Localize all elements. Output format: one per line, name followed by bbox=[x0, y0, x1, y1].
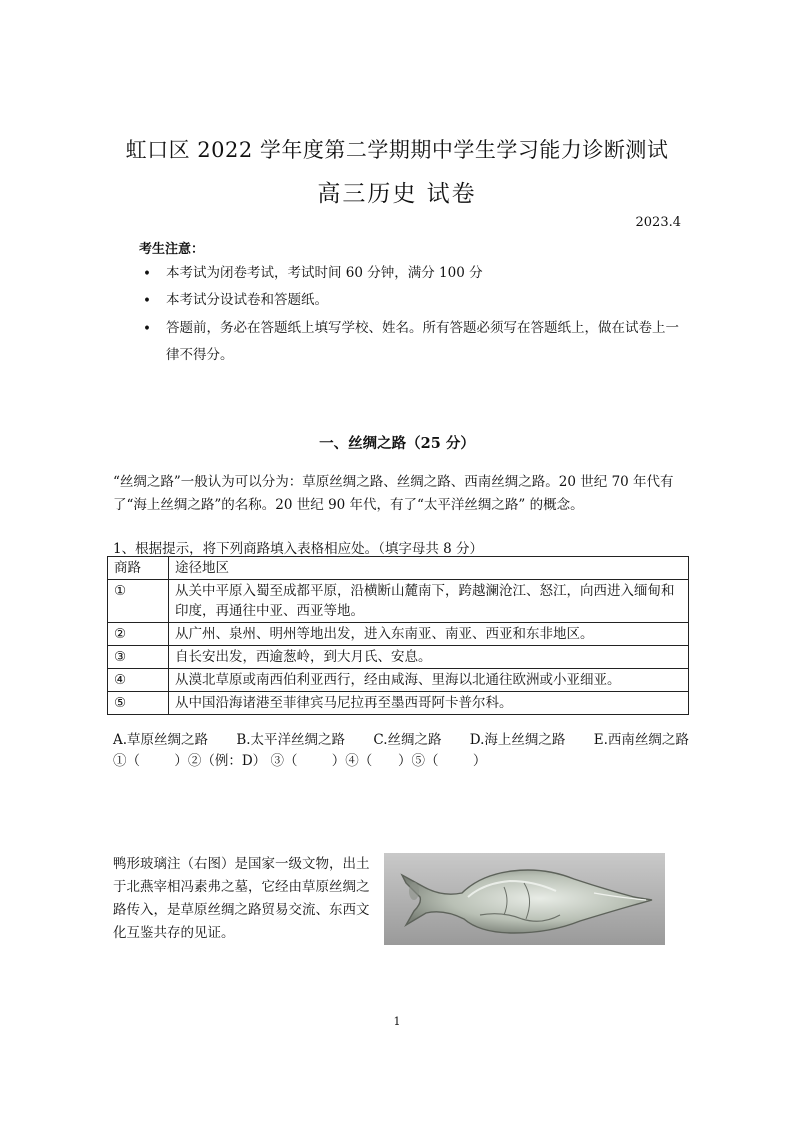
table-cell: 从中国沿海诸港至菲律宾马尼拉再至墨西哥阿卡普尔科。 bbox=[169, 692, 689, 715]
table-cell: 从漠北草原或南西伯利亚西行，经由咸海、里海以北通往欧洲或小亚细亚。 bbox=[169, 669, 689, 692]
notice-item: 答题前，务必在答题纸上填写学校、姓名。所有答题必须写在答题纸上，做在试卷上一律不得分。 bbox=[166, 320, 679, 363]
table-header-row bbox=[108, 557, 689, 580]
table-cell: ② bbox=[108, 623, 169, 646]
table-row bbox=[108, 669, 689, 692]
option-d: D.海上丝绸之路 bbox=[469, 732, 566, 748]
option-c: C.丝绸之路 bbox=[373, 732, 442, 748]
page-number: 1 bbox=[393, 1015, 401, 1028]
table-header-cell: 商路 bbox=[108, 557, 169, 580]
table-row bbox=[108, 623, 689, 646]
exam-title: 虹口区 2022 学年度第二学期期中学生学习能力诊断测试 bbox=[125, 138, 669, 162]
bullet-icon: • bbox=[143, 266, 151, 282]
table-cell: 自长安出发，西逾葱岭，到大月氏、安息。 bbox=[169, 646, 689, 669]
table-cell: ⑤ bbox=[108, 692, 169, 715]
exam-subtitle: 高三历史 试卷 bbox=[317, 181, 477, 207]
notice-heading: 考生注意： bbox=[139, 242, 205, 257]
table-header-cell: 途径地区 bbox=[169, 557, 689, 580]
table-row bbox=[108, 580, 689, 623]
section-heading: 一、丝绸之路（25 分） bbox=[319, 435, 475, 452]
answer-blanks: ①（ ）②（例：D） ③（ ）④（ ）⑤（ ） bbox=[113, 753, 487, 769]
bullet-icon: • bbox=[143, 293, 151, 309]
option-b: B.太平洋丝绸之路 bbox=[236, 732, 346, 748]
option-a: A.草原丝绸之路 bbox=[113, 732, 209, 748]
table-row bbox=[108, 646, 689, 669]
table-cell: 从广州、泉州、明州等地出发，进入东南亚、南亚、西亚和东非地区。 bbox=[169, 623, 689, 646]
duck-glass-vessel-photo bbox=[384, 853, 665, 945]
section-intro: “丝绸之路”一般认为可以分为：草原丝绸之路、丝绸之路、西南丝绸之路。20 世纪 70 年代有了“海上丝绸之路”的名称。20 世纪 90 年代，有了“太平洋丝绸之路” 的概念。 bbox=[113, 474, 674, 513]
notice-item: 本考试分设试卷和答题纸。 bbox=[166, 292, 328, 308]
table-cell: ④ bbox=[108, 669, 169, 692]
bullet-icon: • bbox=[143, 321, 151, 337]
table-cell: ① bbox=[108, 580, 169, 623]
table-cell: ③ bbox=[108, 646, 169, 669]
artifact-description: 鸭形玻璃注（右图）是国家一级文物，出土于北燕宰相冯素弗之墓，它经由草原丝绸之路传入，是草原丝绸之路贸易交流、东西文化互鉴共存的见证。 bbox=[113, 856, 370, 941]
answer-options bbox=[113, 728, 689, 748]
table-row bbox=[108, 692, 689, 715]
table-cell: 从关中平原入蜀至成都平原，沿横断山麓南下，跨越澜沧江、怒江，向西进入缅甸和印度，再通往中亚、西亚等地。 bbox=[169, 580, 689, 623]
routes-table bbox=[107, 556, 689, 715]
option-e: E.西南丝绸之路 bbox=[593, 732, 689, 748]
exam-date: 2023.4 bbox=[635, 215, 681, 230]
notice-item: 本考试为闭卷考试，考试时间 60 分钟，满分 100 分 bbox=[166, 265, 483, 281]
question-1: 1、根据提示，将下列商路填入表格相应处。（填字母共 8 分） bbox=[113, 541, 484, 557]
